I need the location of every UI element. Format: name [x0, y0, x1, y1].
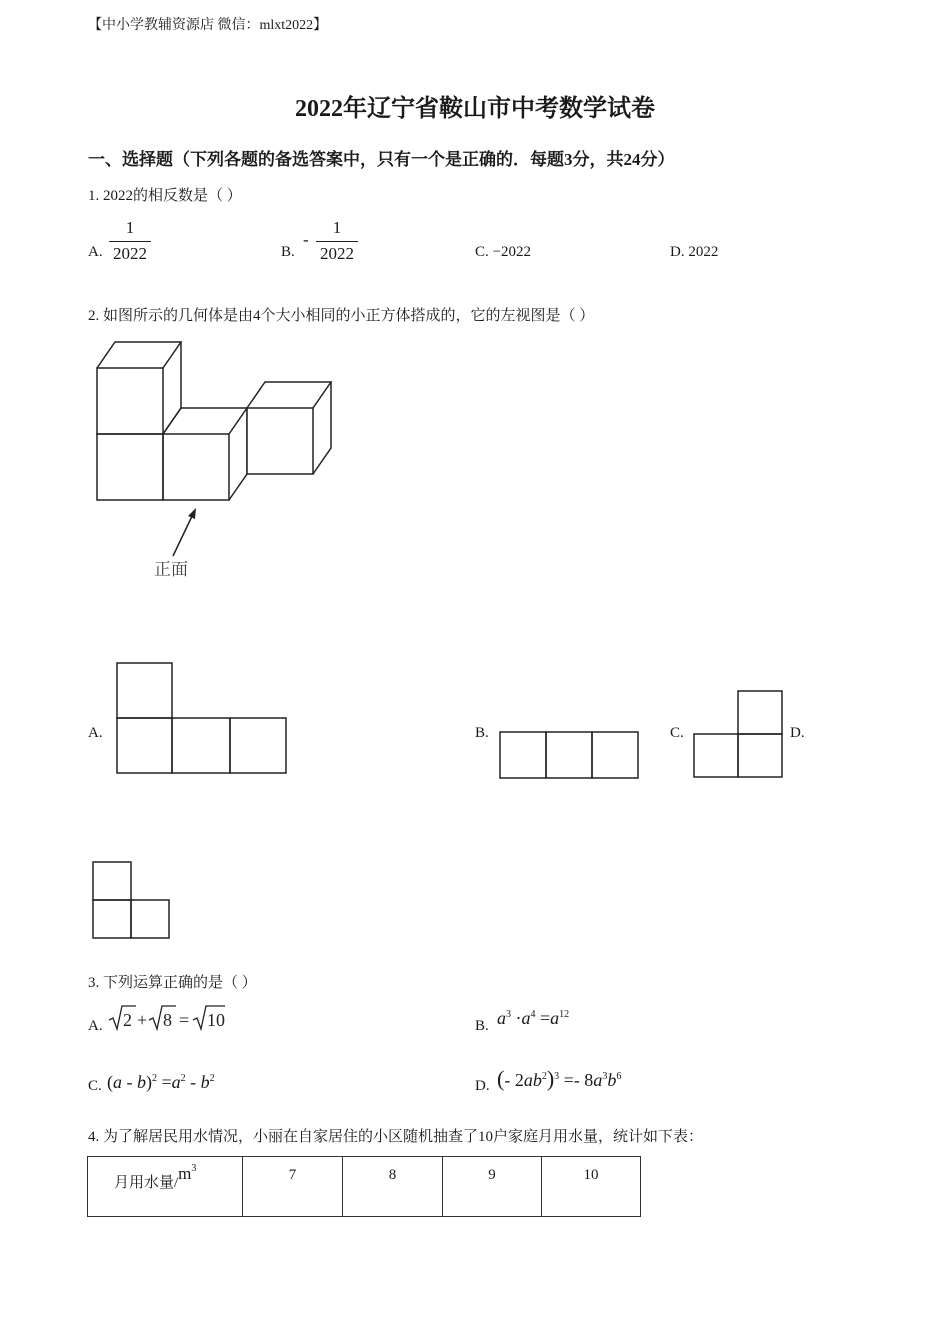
variable: b: [137, 1072, 146, 1092]
cube-top: [247, 382, 331, 408]
q2-option-c-label: C.: [670, 725, 684, 741]
q3-option-d-expression: [497, 1066, 621, 1092]
front-label: 正面: [154, 560, 188, 580]
q3-option-b-expression: [497, 1008, 569, 1029]
variable: a: [550, 1008, 560, 1028]
coefficient: - 2: [504, 1070, 524, 1090]
q2-option-c-figure: [691, 688, 785, 780]
radicand: 2: [123, 1010, 132, 1030]
q2-option-a-figure: [114, 660, 290, 776]
q3-option-b-label: B.: [475, 1018, 489, 1034]
exponent: 3: [602, 1071, 608, 1082]
q1-option-d: D. 2022: [670, 244, 719, 260]
fraction-bar: [316, 241, 358, 242]
header-unit-exponent: 3: [191, 1163, 197, 1174]
exponent: 2: [152, 1073, 157, 1084]
q1-b-numerator: 1: [332, 218, 342, 237]
q2-option-d-figure: [90, 859, 174, 941]
variable: a: [171, 1072, 181, 1092]
minus-sign: -: [122, 1072, 137, 1092]
exponent: 12: [559, 1009, 570, 1020]
cube-face: [247, 408, 313, 474]
table-cell: 8: [343, 1157, 443, 1217]
q3-option-a-expression: [107, 1002, 232, 1034]
exponent: 3: [506, 1009, 511, 1020]
exponent: 6: [616, 1071, 622, 1082]
paren: ): [546, 1066, 555, 1091]
variable: a: [113, 1072, 122, 1092]
cube-face: [163, 434, 229, 500]
q1-a-denominator: 2022: [113, 244, 147, 263]
variable: a: [497, 1008, 506, 1028]
q2-option-a-label: A.: [88, 725, 103, 741]
q1-option-b-sign: -: [303, 230, 309, 249]
equals-sign: =: [540, 1008, 551, 1028]
variable: b: [200, 1072, 210, 1092]
exponent: 2: [180, 1073, 186, 1084]
table-header-cell: [88, 1157, 243, 1217]
paren: ): [146, 1072, 152, 1092]
q1-option-b-fraction: [316, 218, 358, 264]
q3-stem: 3. 下列运算正确的是（ ）: [88, 975, 257, 991]
radicand: 10: [207, 1010, 225, 1030]
q1-option-a-fraction: [109, 218, 151, 264]
result-prefix: =- 8: [559, 1070, 594, 1090]
table-cell: 7: [243, 1157, 343, 1217]
q1-a-numerator: 1: [125, 218, 135, 237]
table-row: [88, 1157, 641, 1217]
cube-top: [163, 408, 247, 434]
q3-option-c-label: C.: [88, 1078, 102, 1094]
variable: ab: [523, 1070, 542, 1090]
table-cell: 9: [443, 1157, 542, 1217]
dot-operator: ·: [515, 1008, 522, 1028]
q2-option-b-figure: [498, 729, 642, 781]
q1-b-denominator: 2022: [320, 244, 354, 263]
variable: b: [607, 1070, 617, 1090]
equals-sign: =: [179, 1010, 190, 1030]
table-cell: 10: [542, 1157, 641, 1217]
cube-face: [97, 368, 163, 434]
header-note: 【中小学教辅资源店 微信：mlxt2022】: [88, 18, 328, 33]
page-title: 2022年辽宁省鞍山市中考数学试卷: [295, 96, 655, 122]
q2-option-d-label: D.: [790, 725, 805, 741]
exponent: 2: [541, 1071, 547, 1082]
paren: (: [497, 1066, 505, 1091]
q4-stem: 4. 为了解居民用水情况，小丽在自家居住的小区随机抽查了10户家庭月用水量，统计如下表：: [88, 1129, 704, 1145]
variable: a: [593, 1070, 603, 1090]
fraction-bar: [109, 241, 151, 242]
plus-sign: +: [137, 1010, 148, 1030]
q1-option-a-label: A.: [88, 244, 103, 260]
header-label: 月用水量/: [114, 1175, 179, 1191]
exponent: 4: [530, 1009, 536, 1020]
equals-sign: =: [157, 1072, 172, 1092]
q3-option-d-label: D.: [475, 1078, 490, 1094]
arrow-line: [173, 512, 194, 556]
variable: a: [521, 1008, 531, 1028]
cube-face: [97, 434, 163, 500]
q3-option-a-label: A.: [88, 1018, 103, 1034]
exponent: 2: [209, 1073, 215, 1084]
q3-option-c-expression: [107, 1072, 215, 1093]
q1-stem: 1. 2022的相反数是（ ）: [88, 188, 242, 204]
q1-option-c: C. −2022: [475, 244, 531, 260]
arrow-head: [188, 508, 196, 519]
section-title: 一、选择题（下列各题的备选答案中，只有一个是正确的．每题3分，共24分）: [88, 150, 675, 169]
water-usage-table: [87, 1156, 641, 1217]
q1-option-b-label: B.: [281, 244, 295, 260]
exponent: 3: [554, 1071, 560, 1082]
paren: (: [107, 1072, 113, 1092]
radicand: 8: [163, 1010, 172, 1030]
q2-stem: 2. 如图所示的几何体是由4个大小相同的小正方体搭成的，它的左视图是（ ）: [88, 308, 595, 324]
minus-sign: -: [185, 1072, 201, 1092]
q2-option-b-label: B.: [475, 725, 489, 741]
cube-top: [97, 342, 181, 368]
header-unit: m: [178, 1164, 192, 1183]
solid-figure: [90, 338, 340, 588]
